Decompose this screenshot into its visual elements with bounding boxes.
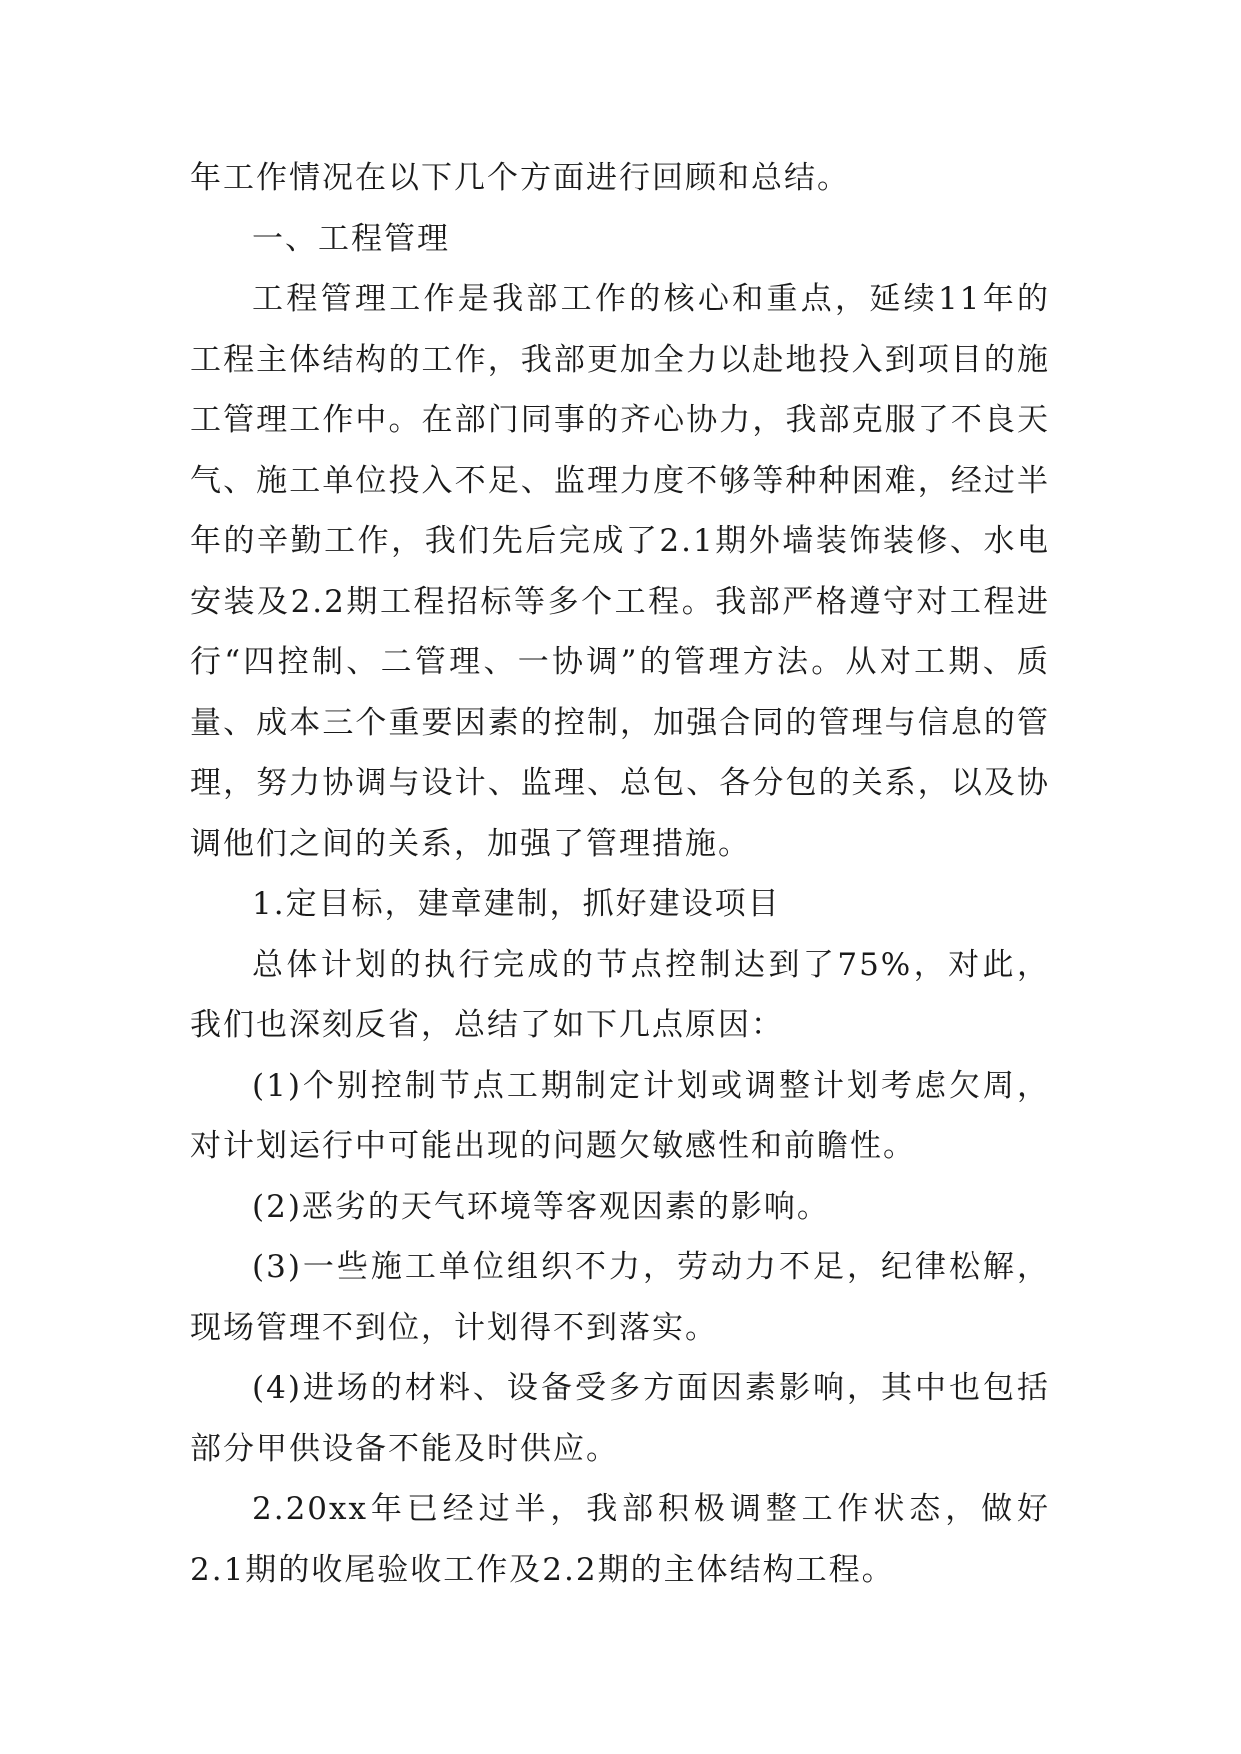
section-heading-engineering-management: 一、工程管理 <box>252 220 450 257</box>
paragraph-engineering-overview: 工程管理工作是我部工作的核心和重点，延续11年的工程主体结构的工作，我部更加全力以赴地投入到项目的施工管理工作中。在部门同事的齐心协力，我部克服了不良天气、施工单位投入不足、监理力度不够等种种困难，经过半年的辛勤工作，我们先后完成了2.1期外墙装饰装修、水电安装及2.2期工程招标等多个工程。我部严格遵守对工程进行“四控制、二管理、一协调”的管理方法。从对工期、质量、成本三个重要因素的控制，加强合同的管理与信息的管理，努力协调与设计、监理、总包、各分包的关系，以及协调他们之间的关系，加强了管理措施。 <box>190 281 1050 862</box>
paragraph-continuation: 年工作情况在以下几个方面进行回顾和总结。 <box>190 160 850 196</box>
list-item-reason-4: (4)进场的材料、设备受多方面因素影响，其中也包括部分甲供设备不能及时供应。 <box>190 1370 1050 1467</box>
list-item-reason-1: (1)个别控制节点工期制定计划或调整计划考虑欠周，对计划运行中可能出现的问题欠敏感性和前瞻性。 <box>190 1067 1050 1164</box>
paragraph-plan-completion: 总体计划的执行完成的节点控制达到了75%，对此，我们也深刻反省，总结了如下几点原因： <box>190 946 1050 1043</box>
list-item-reason-3: (3)一些施工单位组织不力，劳动力不足，纪律松解，现场管理不到位，计划得不到落实。 <box>190 1249 1050 1346</box>
document-body <box>190 148 1050 1600</box>
paragraph-second-half-plan: 2.20xx年已经过半，我部积极调整工作状态，做好2.1期的收尾验收工作及2.2期的主体结构工程。 <box>190 1491 1050 1588</box>
list-item-reason-2: (2)恶劣的天气环境等客观因素的影响。 <box>252 1188 830 1225</box>
subheading-goals: 1.定目标，建章建制，抓好建设项目 <box>252 886 781 922</box>
